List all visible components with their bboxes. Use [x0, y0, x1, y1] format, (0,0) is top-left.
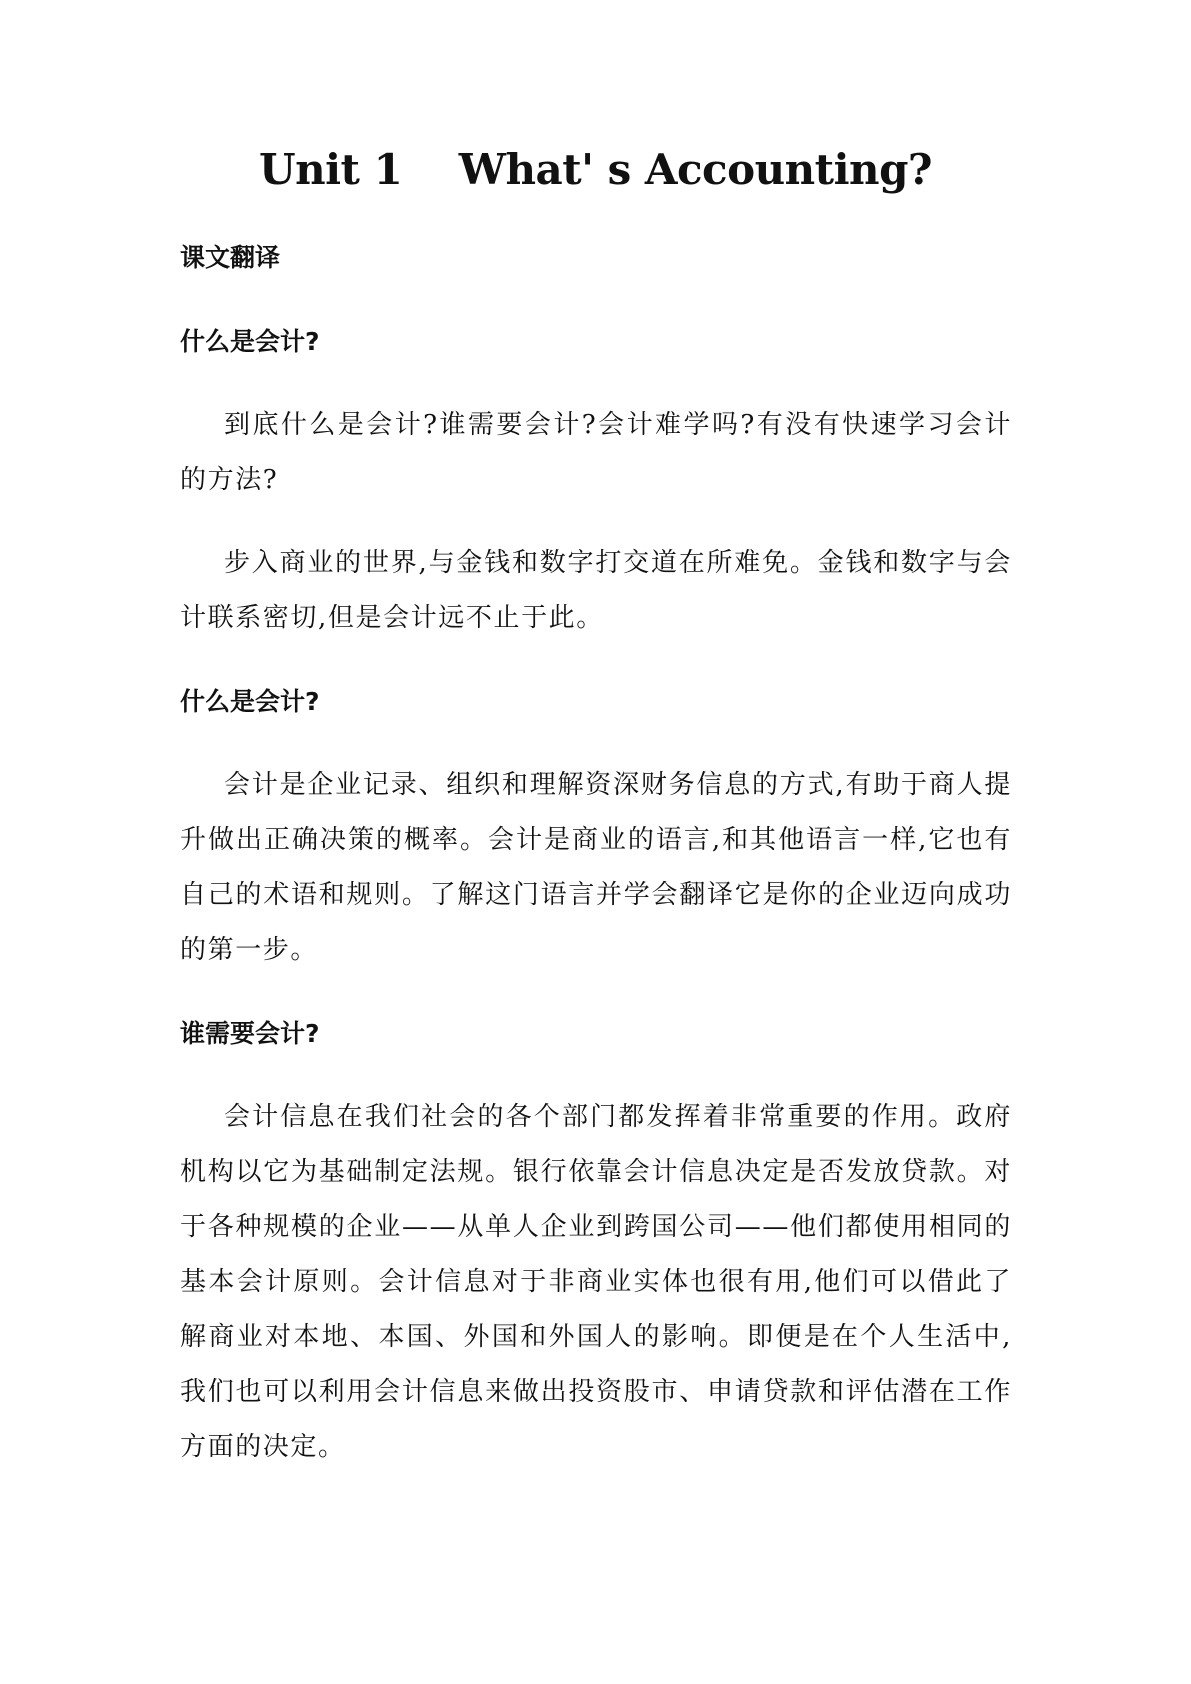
paragraph: 到底什么是会计?谁需要会计?会计难学吗?有没有快速学习会计的方法?	[180, 410, 1012, 495]
paragraph: 会计是企业记录、组织和理解资深财务信息的方式,有助于商人提升做出正确决策的概率。会计是商业的语言,和其他语言一样,它也有自己的术语和规则。了解这门语言并学会翻译它是你的企业迈向成功的第一步。	[180, 770, 1012, 965]
subheading: 什么是会计?	[180, 687, 320, 716]
subheading: 谁需要会计?	[180, 1019, 320, 1048]
page-title: Unit 1 What' s Accounting?	[258, 145, 933, 194]
subheading: 什么是会计?	[180, 327, 320, 356]
paragraph: 会计信息在我们社会的各个部门都发挥着非常重要的作用。政府机构以它为基础制定法规。银行依靠会计信息决定是否发放贷款。对于各种规模的企业——从单人企业到跨国公司——他们都使用相同的基本会计原则。会计信息对于非商业实体也很有用,他们可以借此了解商业对本地、本国、外国和外国人的影响。即便是在个人生活中,我们也可以利用会计信息来做出投资股市、申请贷款和评估潜在工作方面的决定。	[180, 1102, 1012, 1462]
document-body	[180, 230, 1012, 1503]
paragraph: 步入商业的世界,与金钱和数字打交道在所难免。金钱和数字与会计联系密切,但是会计远不止于此。	[180, 548, 1012, 633]
section-label: 课文翻译	[180, 243, 281, 272]
